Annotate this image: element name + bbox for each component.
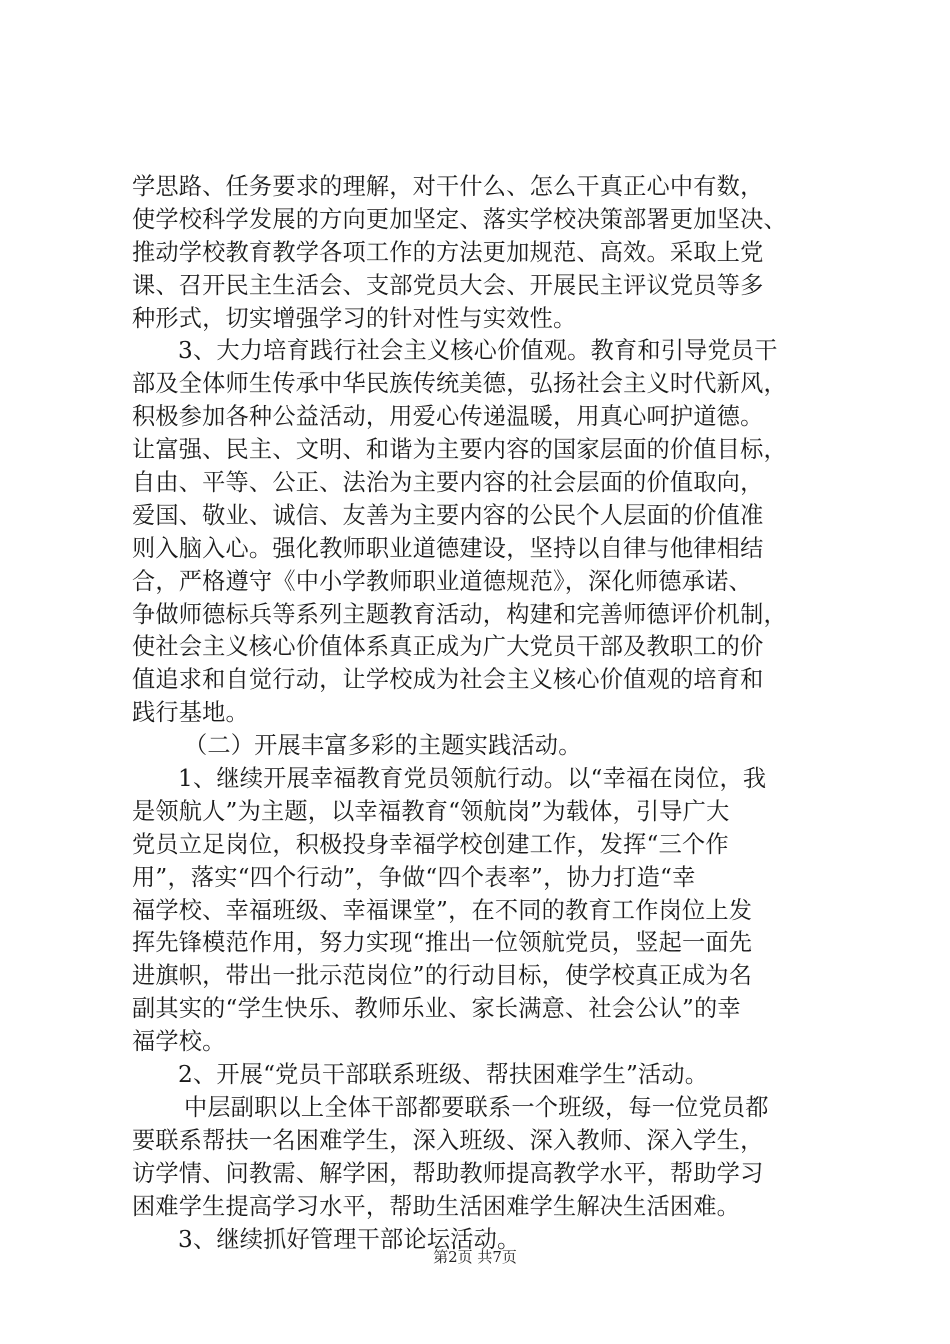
text-line: 课、召开民主生活会、支部党员大会、开展民主评议党员等多 <box>132 271 764 299</box>
paragraph-start-line: 3、继续抓好管理干部论坛活动。 <box>178 1225 521 1253</box>
text-line: 推动学校教育教学各项工作的方法更加规范、高效。采取上党 <box>132 238 764 266</box>
page-footer: 第2页 共7页 <box>433 1248 517 1266</box>
text-line: 使社会主义核心价值体系真正成为广大党员干部及教职工的价 <box>132 633 764 661</box>
text-line: 争做师德标兵等系列主题教育活动，构建和完善师德评价机制， <box>132 600 787 628</box>
text-line: 进旗帜，带出一批示范岗位”的行动目标，使学校真正成为名 <box>132 962 753 990</box>
text-line: 值追求和自觉行动，让学校成为社会主义核心价值观的培育和 <box>132 666 764 694</box>
text-line: 困难学生提高学习水平，帮助生活困难学生解决生活困难。 <box>132 1192 741 1220</box>
text-line: 副其实的“学生快乐、教师乐业、家长满意、社会公认”的幸 <box>132 995 741 1023</box>
text-line: 则入脑入心。强化教师职业道德建设，坚持以自律与他律相结 <box>132 534 764 562</box>
text-line: 种形式，切实增强学习的针对性与实效性。 <box>132 304 577 332</box>
text-line: 让富强、民主、文明、和谐为主要内容的国家层面的价值目标， <box>132 436 787 464</box>
text-line: 是领航人”为主题，以幸福教育“领航岗”为载体，引导广大 <box>132 797 730 825</box>
text-line: 访学情、问教需、解学困，帮助教师提高教学水平，帮助学习 <box>132 1159 764 1187</box>
text-line: 部及全体师生传承中华民族传统美德，弘扬社会主义时代新风， <box>132 370 787 398</box>
text-line: 福学校。 <box>132 1028 226 1056</box>
paragraph-start-line: 2、开展“党员干部联系班级、帮扶困难学生”活动。 <box>178 1061 709 1089</box>
body-text <box>132 171 832 1256</box>
text-line: 用”，落实“四个行动”，争做“四个表率”，协力打造“幸 <box>132 863 696 891</box>
paragraph-start-line: 1、继续开展幸福教育党员领航行动。以“幸福在岗位，我 <box>178 765 767 793</box>
text-line: 福学校、幸福班级、幸福课堂”，在不同的教育工作岗位上发 <box>132 896 753 924</box>
text-line: 积极参加各种公益活动，用爱心传递温暖，用真心呵护道德。 <box>132 403 764 431</box>
text-line: 挥先锋模范作用，努力实现“推出一位领航党员，竖起一面先 <box>132 929 753 957</box>
text-line: 践行基地。 <box>132 699 249 727</box>
text-line: 爱国、敬业、诚信、友善为主要内容的公民个人层面的价值准 <box>132 501 764 529</box>
text-line: 党员立足岗位，积极投身幸福学校创建工作，发挥“三个作 <box>132 830 729 858</box>
paragraph-start-line: 中层副职以上全体干部都要联系一个班级，每一位党员都 <box>184 1093 769 1121</box>
text-line: 自由、平等、公正、法治为主要内容的社会层面的价值取向， <box>132 469 764 497</box>
section-heading: （二）开展丰富多彩的主题实践活动。 <box>184 732 582 760</box>
paragraph-start-line: 3、大力培育践行社会主义核心价值观。教育和引导党员干 <box>178 337 778 365</box>
text-line: 使学校科学发展的方向更加坚定、落实学校决策部署更加坚决、 <box>132 205 787 233</box>
text-line: 合，严格遵守《中小学教师职业道德规范》，深化师德承诺、 <box>132 567 752 595</box>
text-line: 要联系帮扶一名困难学生，深入班级、深入教师、深入学生， <box>132 1126 764 1154</box>
text-line: 学思路、任务要求的理解，对干什么、怎么干真正心中有数， <box>132 173 764 200</box>
